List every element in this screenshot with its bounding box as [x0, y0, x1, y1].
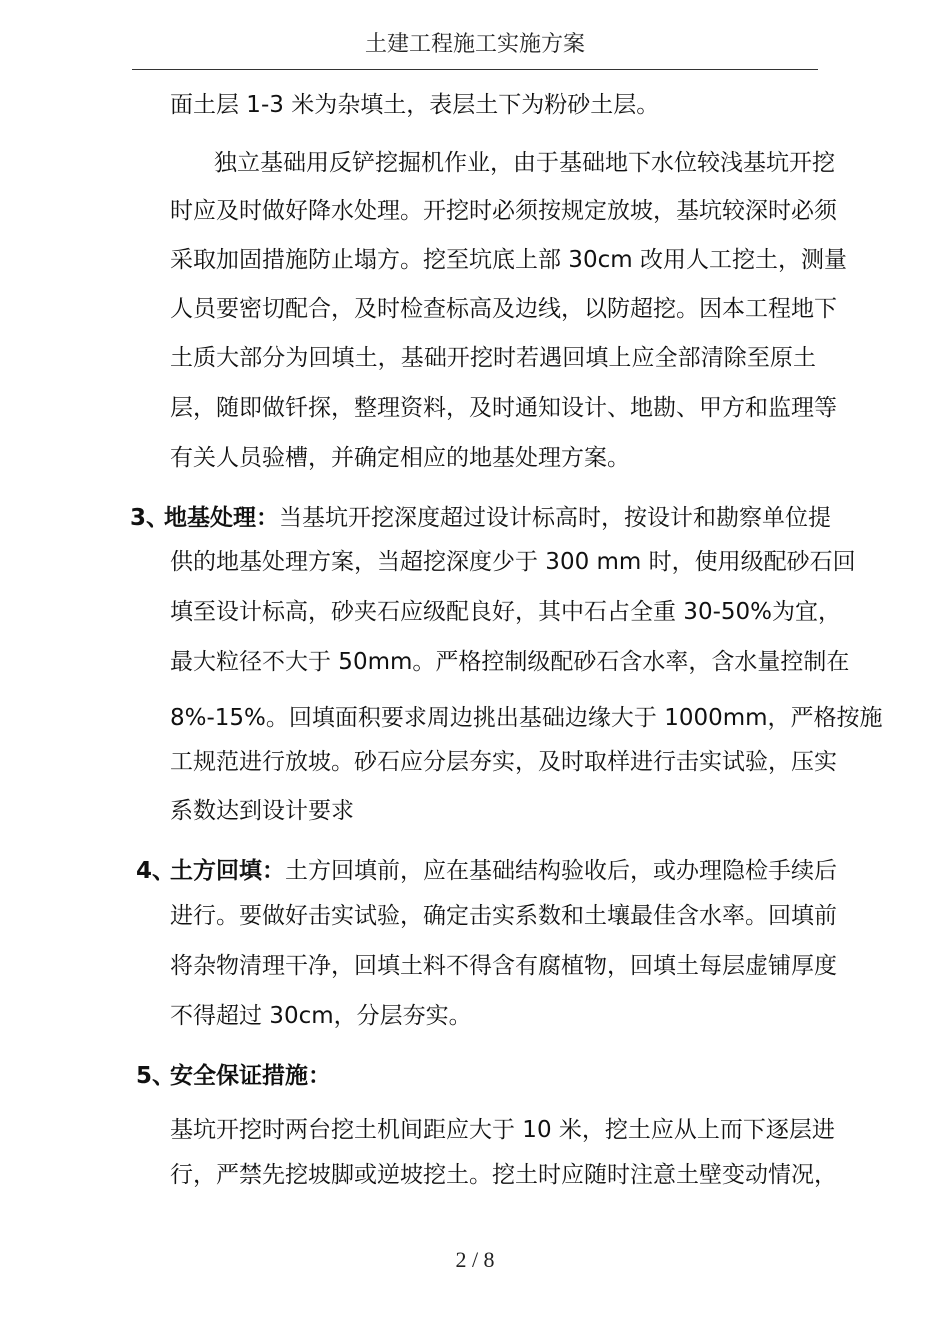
body-line: 系数达到设计要求 — [170, 798, 354, 824]
body-line: 有关人员验槽，并确定相应的地基处理方案。 — [170, 445, 630, 471]
section-heading: 安全保证措施： — [170, 1063, 331, 1089]
section-number: 3、 — [130, 505, 170, 531]
body-line: 面土层 1-3 米为杂填土，表层土下为粉砂土层。 — [170, 92, 660, 118]
body-line: 将杂物清理干净，回填土料不得含有腐植物，回填土每层虚铺厚度 — [170, 953, 837, 979]
section-heading: 地基处理： — [164, 505, 279, 531]
paragraph-first-line: 独立基础用反铲挖掘机作业，由于基础地下水位较浅基坑开挖 — [214, 150, 835, 176]
body-line: 8%-15%。回填面积要求周边挑出基础边缘大于 1000mm，严格按施 — [170, 705, 883, 731]
body-line: 最大粒径不大于 50mm。严格控制级配砂石含水率，含水量控制在 — [170, 649, 850, 675]
header-divider — [132, 69, 818, 70]
section-first-line — [164, 503, 831, 533]
body-line: 采取加固措施防止塌方。挖至坑底上部 30cm 改用人工挖土，测量 — [170, 247, 847, 273]
body-line: 供的地基处理方案，当超挖深度少于 300 mm 时，使用级配砂石回 — [170, 549, 856, 575]
body-line: 基坑开挖时两台挖土机间距应大于 10 米，挖土应从上而下逐层进 — [170, 1117, 835, 1143]
section-first-line — [170, 856, 837, 886]
section-number: 5、 — [136, 1063, 176, 1089]
section-text: 当基坑开挖深度超过设计标高时，按设计和勘察单位提 — [279, 505, 831, 531]
page-number: 2 / 8 — [455, 1247, 495, 1272]
body-line: 不得超过 30cm，分层夯实。 — [170, 1003, 472, 1029]
body-line: 行，严禁先挖坡脚或逆坡挖土。挖土时应随时注意土壁变动情况， — [170, 1162, 837, 1188]
body-line: 工规范进行放坡。砂石应分层夯实，及时取样进行击实试验，压实 — [170, 749, 837, 775]
section-number: 4、 — [136, 858, 176, 884]
body-line: 填至设计标高，砂夹石应级配良好，其中石占全重 30-50%为宜， — [170, 599, 841, 625]
body-line: 土质大部分为回填土，基础开挖时若遇回填上应全部清除至原土 — [170, 345, 816, 371]
body-line: 进行。要做好击实试验，确定击实系数和土壤最佳含水率。回填前 — [170, 903, 837, 929]
body-line: 时应及时做好降水处理。开挖时必须按规定放坡，基坑较深时必须 — [170, 198, 837, 224]
section-heading: 土方回填： — [170, 858, 285, 884]
section-text: 土方回填前，应在基础结构验收后，或办理隐检手续后 — [285, 858, 837, 884]
body-line: 人员要密切配合，及时检查标高及边线，以防超挖。因本工程地下 — [170, 296, 837, 322]
body-line: 层，随即做钎探，整理资料，及时通知设计、地勘、甲方和监理等 — [170, 395, 837, 421]
page-header-title: 土建工程施工实施方案 — [364, 32, 585, 57]
